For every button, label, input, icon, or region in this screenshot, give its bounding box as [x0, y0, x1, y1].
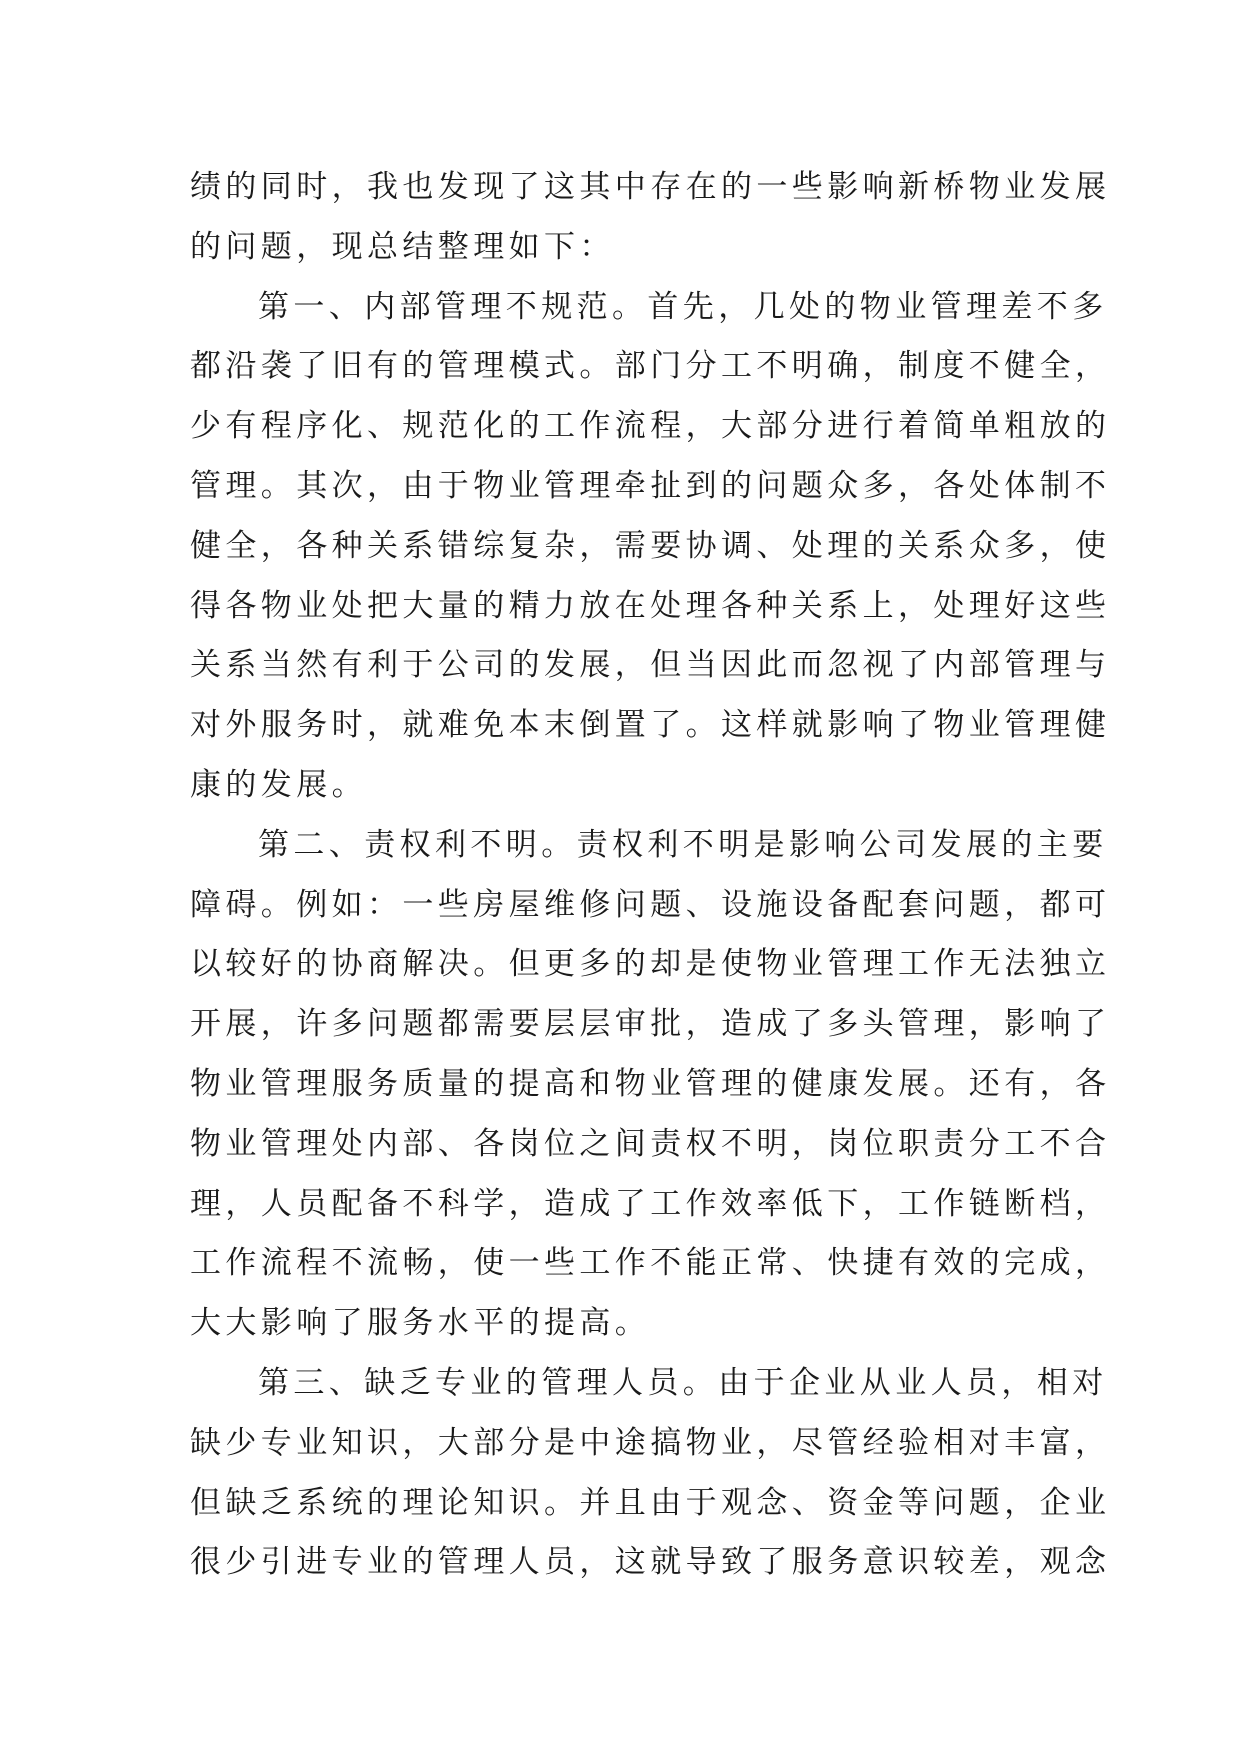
text-line: 大大影响了服务水平的提高。 — [190, 1305, 651, 1342]
text-line: 的问题，现总结整理如下： — [190, 228, 615, 265]
text-line: 工作流程不流畅，使一些工作不能正常、快捷有效的完成， — [190, 1245, 1111, 1282]
text-line: 但缺乏系统的理论知识。并且由于观念、资金等问题，企业 — [190, 1484, 1111, 1521]
text-line: 绩的同时，我也发现了这其中存在的一些影响新桥物业发展 — [190, 169, 1111, 205]
text-line: 理，人员配备不科学，造成了工作效率低下，工作链断档， — [190, 1185, 1111, 1222]
document-body — [190, 158, 1111, 1593]
paragraph-first-line: 第一、内部管理不规范。首先，几处的物业管理差不多 — [258, 288, 1108, 325]
text-line: 对外服务时，就难免本末倒置了。这样就影响了物业管理健 — [190, 707, 1111, 744]
text-line: 物业管理处内部、各岗位之间责权不明，岗位职责分工不合 — [190, 1125, 1111, 1162]
paragraph-first-line: 第三、缺乏专业的管理人员。由于企业从业人员，相对 — [258, 1364, 1108, 1401]
text-line: 以较好的协商解决。但更多的却是使物业管理工作无法独立 — [190, 946, 1111, 983]
text-line: 物业管理服务质量的提高和物业管理的健康发展。还有，各 — [190, 1065, 1111, 1102]
paragraph-first-line: 第二、责权利不明。责权利不明是影响公司发展的主要 — [258, 826, 1108, 863]
text-line: 得各物业处把大量的精力放在处理各种关系上，处理好这些 — [190, 587, 1111, 624]
text-line: 少有程序化、规范化的工作流程，大部分进行着简单粗放的 — [190, 408, 1111, 445]
text-line: 很少引进专业的管理人员，这就导致了服务意识较差，观念 — [190, 1544, 1111, 1581]
text-line: 健全，各种关系错综复杂，需要协调、处理的关系众多，使 — [190, 527, 1111, 564]
text-line: 障碍。例如：一些房屋维修问题、设施设备配套问题，都可 — [190, 886, 1111, 923]
text-line: 都沿袭了旧有的管理模式。部门分工不明确，制度不健全， — [190, 348, 1111, 385]
text-line: 管理。其次，由于物业管理牵扯到的问题众多，各处体制不 — [190, 467, 1111, 504]
text-line: 关系当然有利于公司的发展，但当因此而忽视了内部管理与 — [190, 647, 1111, 684]
text-line: 康的发展。 — [190, 766, 367, 803]
text-line: 开展，许多问题都需要层层审批，造成了多头管理，影响了 — [190, 1006, 1111, 1043]
text-line: 缺少专业知识，大部分是中途搞物业，尽管经验相对丰富， — [190, 1424, 1111, 1461]
